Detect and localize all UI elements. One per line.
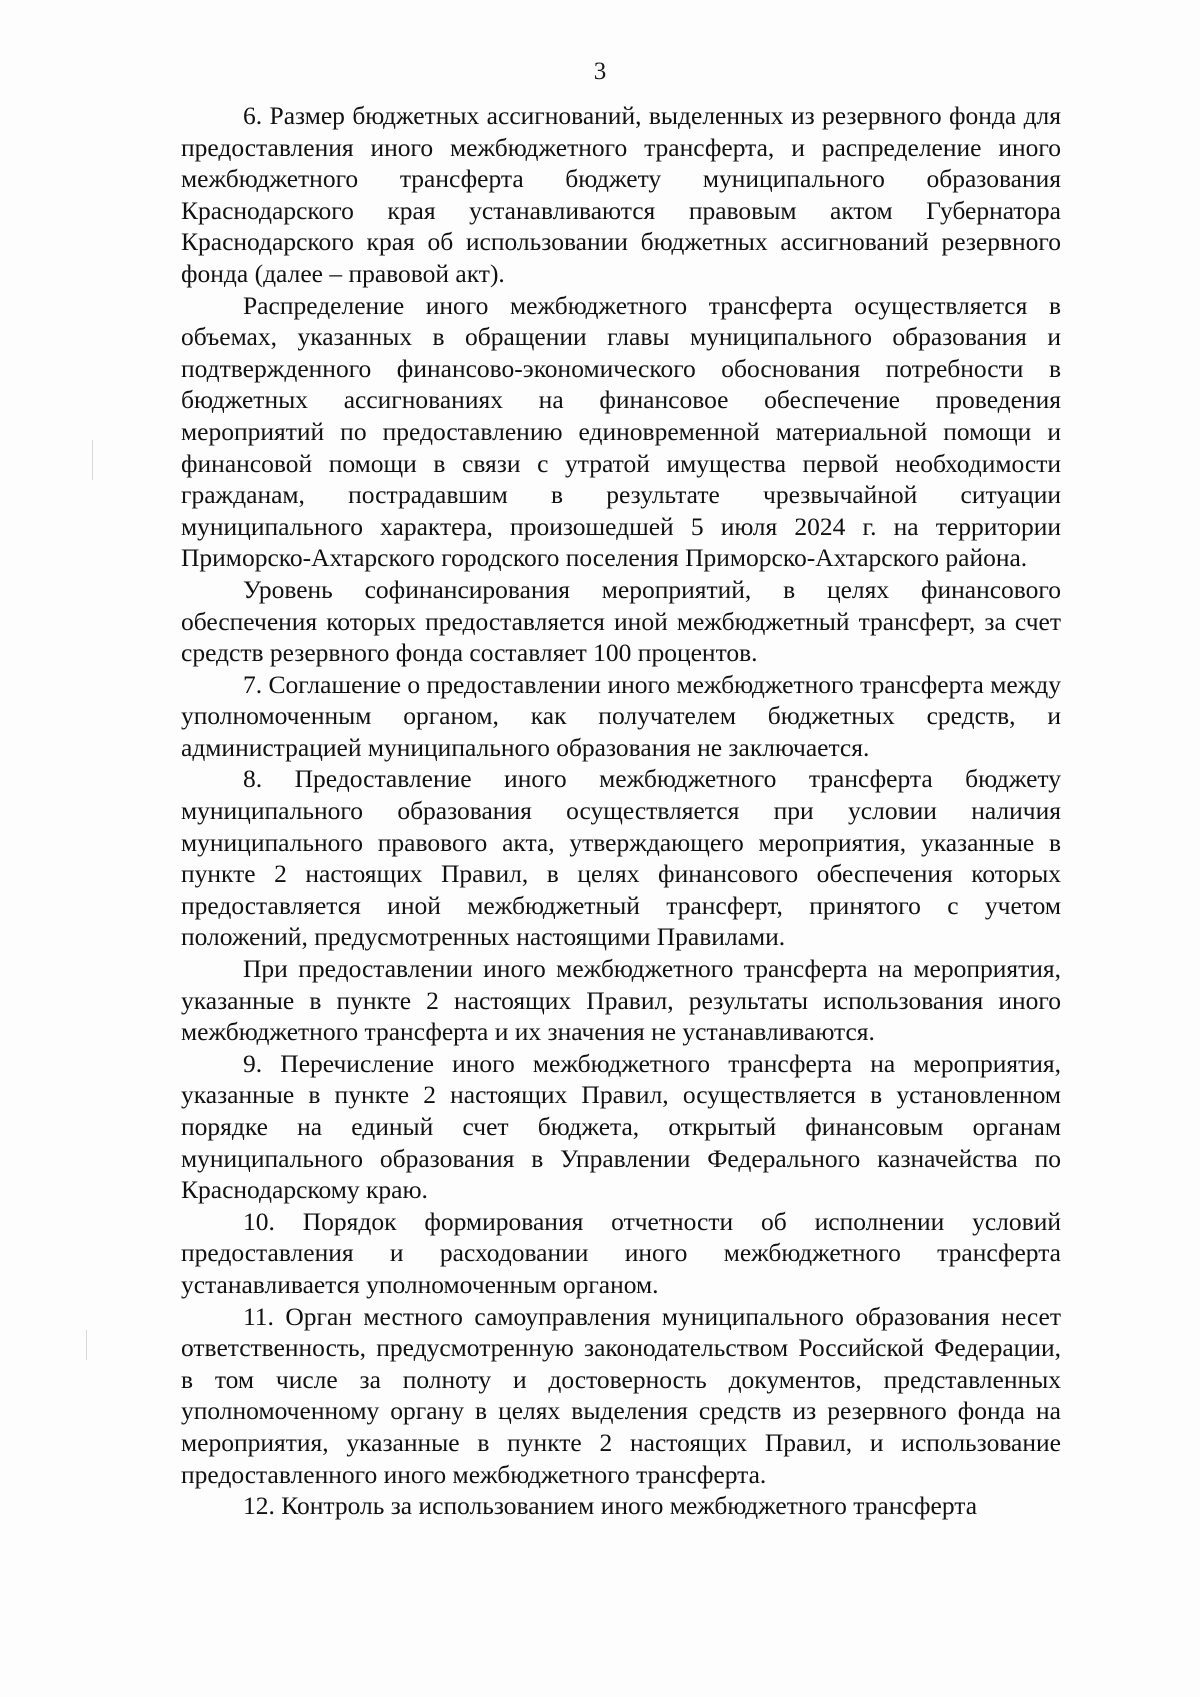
- paragraph-8-results: При предоставлении иного межбюджетного трансферта на мероприятия, указанные в пункте 2 настоящих Правил, результаты использования иного межбюджетного трансферта и их значения не устанавливаются.: [181, 954, 1061, 1047]
- paragraph-6: 6. Размер бюджетных ассигнований, выделенных из резервного фонда для предоставления иного межбюджетного трансферта, и распределение иного межбюджетного трансферта бюджету муниципального образования Краснодарского края устанавливаются правовым актом Губернатора Краснодарского края об использовании бюджетных ассигнований резервного фонда (далее – правовой акт).: [181, 101, 1061, 288]
- paragraph-7: 7. Соглашение о предоставлении иного межбюджетного трансферта между уполномоченным органом, как получателем бюджетных средств, и администрацией муниципального образования не заключается.: [181, 669, 1061, 762]
- scan-edge-mark-bottom: [86, 1330, 87, 1360]
- paragraph-12: 12. Контроль за использованием иного межбюджетного трансферта: [243, 1491, 978, 1521]
- paragraph-6-cofinancing: Уровень софинансирования мероприятий, в целях финансового обеспечения которых предоставляется иной межбюджетный трансферт, за счет средств резервного фонда составляет 100 процентов.: [181, 574, 1061, 668]
- paragraph-6-distribution: Распределение иного межбюджетного трансферта осуществляется в объемах, указанных в обращении главы муниципального образования и подтвержденного финансово-экономического обоснования потребности в бюджетных ассигнованиях на финансовое обеспечение проведения мероприятий по предоставлению единовременной материальной помощи и финансовой помощи в связи с утратой имущества первой необходимости гражданам, пострадавшим в результате чрезвычайной ситуации муниципального характера, произошедшей 5 июля 2024 г. на территории Приморско-Ахтарского городского поселения Приморско-Ахтарского района.: [181, 290, 1061, 573]
- paragraph-11: 11. Орган местного самоуправления муниципального образования несет ответственность, предусмотренную законодательством Российской Федерации, в том числе за полноту и достоверность документов, представленных уполномоченному органу в целях выделения средств из резервного фонда на мероприятия, указанные в пункте 2 настоящих Правил, и использование предоставленного иного межбюджетного трансферта.: [181, 1301, 1061, 1489]
- paragraph-9: 9. Перечисление иного межбюджетного трансферта на мероприятия, указанные в пункте 2 настоящих Правил, осуществляется в установленном порядке на единый счет бюджета, открытый финансовым органам муниципального образования в Управлении Федерального казначейства по Краснодарскому краю.: [181, 1048, 1061, 1205]
- paragraph-8: 8. Предоставление иного межбюджетного трансферта бюджету муниципального образования осуществляется при условии наличия муниципального правового акта, утверждающего мероприятия, указанные в пункте 2 настоящих Правил, в целях финансового обеспечения которых предоставляется иной межбюджетный трансферт, принятого с учетом положений, предусмотренных настоящими Правилами.: [181, 764, 1061, 952]
- document-body: [181, 100, 1061, 1522]
- scan-edge-mark-top: [92, 440, 93, 480]
- page-number: 3: [593, 58, 607, 85]
- paragraph-10: 10. Порядок формирования отчетности об исполнении условий предоставления и расходовании иного межбюджетного трансферта устанавливается уполномоченным органом.: [181, 1206, 1061, 1299]
